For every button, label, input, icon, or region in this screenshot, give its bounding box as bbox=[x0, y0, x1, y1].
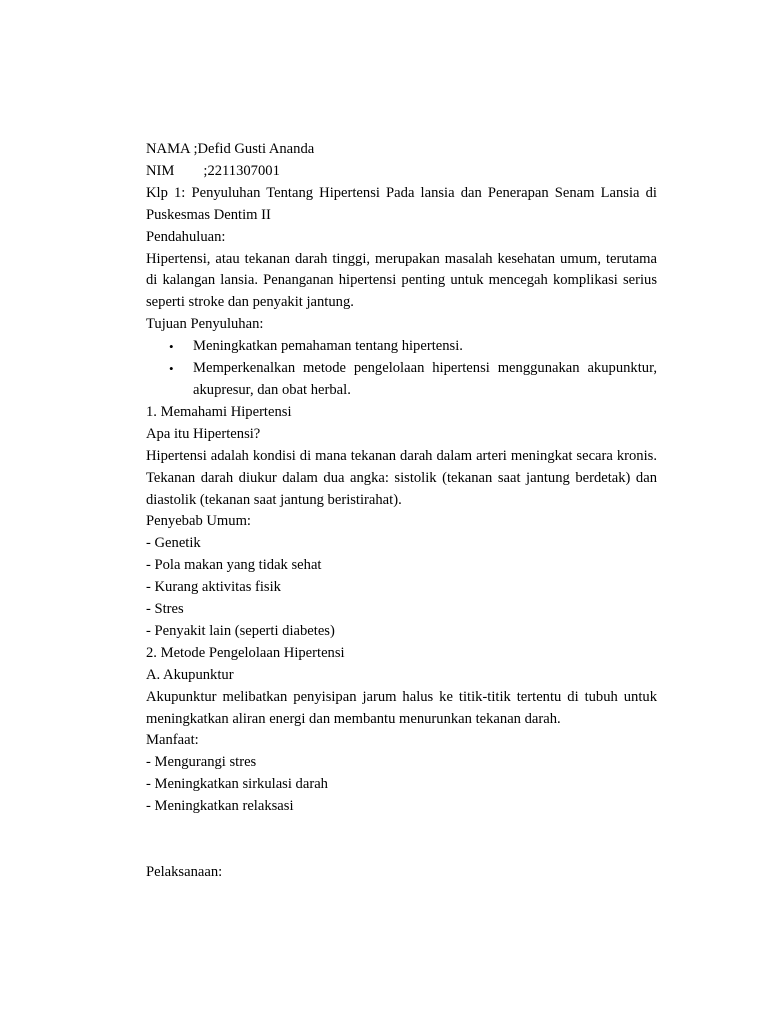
tujuan-item-2: Memperkenalkan metode pengelolaan hipertensi menggunakan akupunktur, akupresur, dan obat herbal. bbox=[193, 360, 657, 398]
klp-title: Klp 1: Penyuluhan Tentang Hipertensi Pada lansia dan Penerapan Senam Lansia di Puskesmas Dentim II bbox=[146, 184, 657, 223]
manfaat-item: - Meningkatkan sirkulasi darah bbox=[146, 776, 328, 793]
bullet-icon: • bbox=[169, 361, 174, 377]
manfaat-heading: Manfaat: bbox=[146, 732, 199, 749]
nim-value: ;2211307001 bbox=[203, 162, 280, 179]
section1-heading: 1. Memahami Hipertensi bbox=[146, 403, 292, 420]
pendahuluan-heading: Pendahuluan: bbox=[146, 228, 226, 245]
document-page bbox=[146, 139, 657, 884]
nama-label: NAMA bbox=[146, 141, 190, 157]
nim-line bbox=[146, 161, 657, 183]
nim-label: NIM bbox=[146, 162, 175, 179]
penyebab-item: - Kurang aktivitas fisik bbox=[146, 579, 281, 596]
blank-space bbox=[146, 818, 657, 862]
pelaksanaan-heading: Pelaksanaan: bbox=[146, 863, 223, 880]
manfaat-item: - Meningkatkan relaksasi bbox=[146, 798, 294, 815]
akupunktur-text: Akupunktur melibatkan penyisipan jarum halus ke titik-titik tertentu di tubuh untuk meningkatkan aliran energi dan membantu menurunkan tekanan darah. bbox=[146, 688, 657, 727]
tujuan-item-1: Meningkatkan pemahaman tentang hipertensi. bbox=[193, 338, 463, 355]
nama-value: ;Defid Gusti Ananda bbox=[193, 141, 315, 157]
penyebab-item: - Genetik bbox=[146, 535, 201, 552]
penyebab-item: - Penyakit lain (seperti diabetes) bbox=[146, 622, 335, 639]
nama-line bbox=[146, 139, 657, 161]
section1-question: Apa itu Hipertensi? bbox=[146, 425, 261, 442]
section1-text: Hipertensi adalah kondisi di mana tekanan darah dalam arteri meningkat secara kronis. Tekanan darah diukur dalam dua angka: sistolik (tekanan saat jantung berdetak) dan diastolik (tekanan saat jantung beristirahat). bbox=[146, 447, 657, 508]
tujuan-list bbox=[146, 336, 657, 402]
manfaat-item: - Mengurangi stres bbox=[146, 754, 257, 771]
penyebab-heading: Penyebab Umum: bbox=[146, 513, 251, 530]
penyebab-item: - Stres bbox=[146, 601, 184, 618]
pendahuluan-text: Hipertensi, atau tekanan darah tinggi, merupakan masalah kesehatan umum, terutama di kalangan lansia. Penanganan hipertensi penting untuk mencegah komplikasi serius seperti stroke dan penyakit jantung. bbox=[146, 250, 657, 311]
section2-subheading-a: A. Akupunktur bbox=[146, 666, 234, 683]
penyebab-item: - Pola makan yang tidak sehat bbox=[146, 557, 322, 574]
tujuan-heading: Tujuan Penyuluhan: bbox=[146, 316, 264, 333]
list-item bbox=[146, 358, 657, 402]
bullet-icon: • bbox=[169, 339, 174, 355]
section2-heading: 2. Metode Pengelolaan Hipertensi bbox=[146, 644, 345, 661]
list-item bbox=[146, 336, 657, 358]
